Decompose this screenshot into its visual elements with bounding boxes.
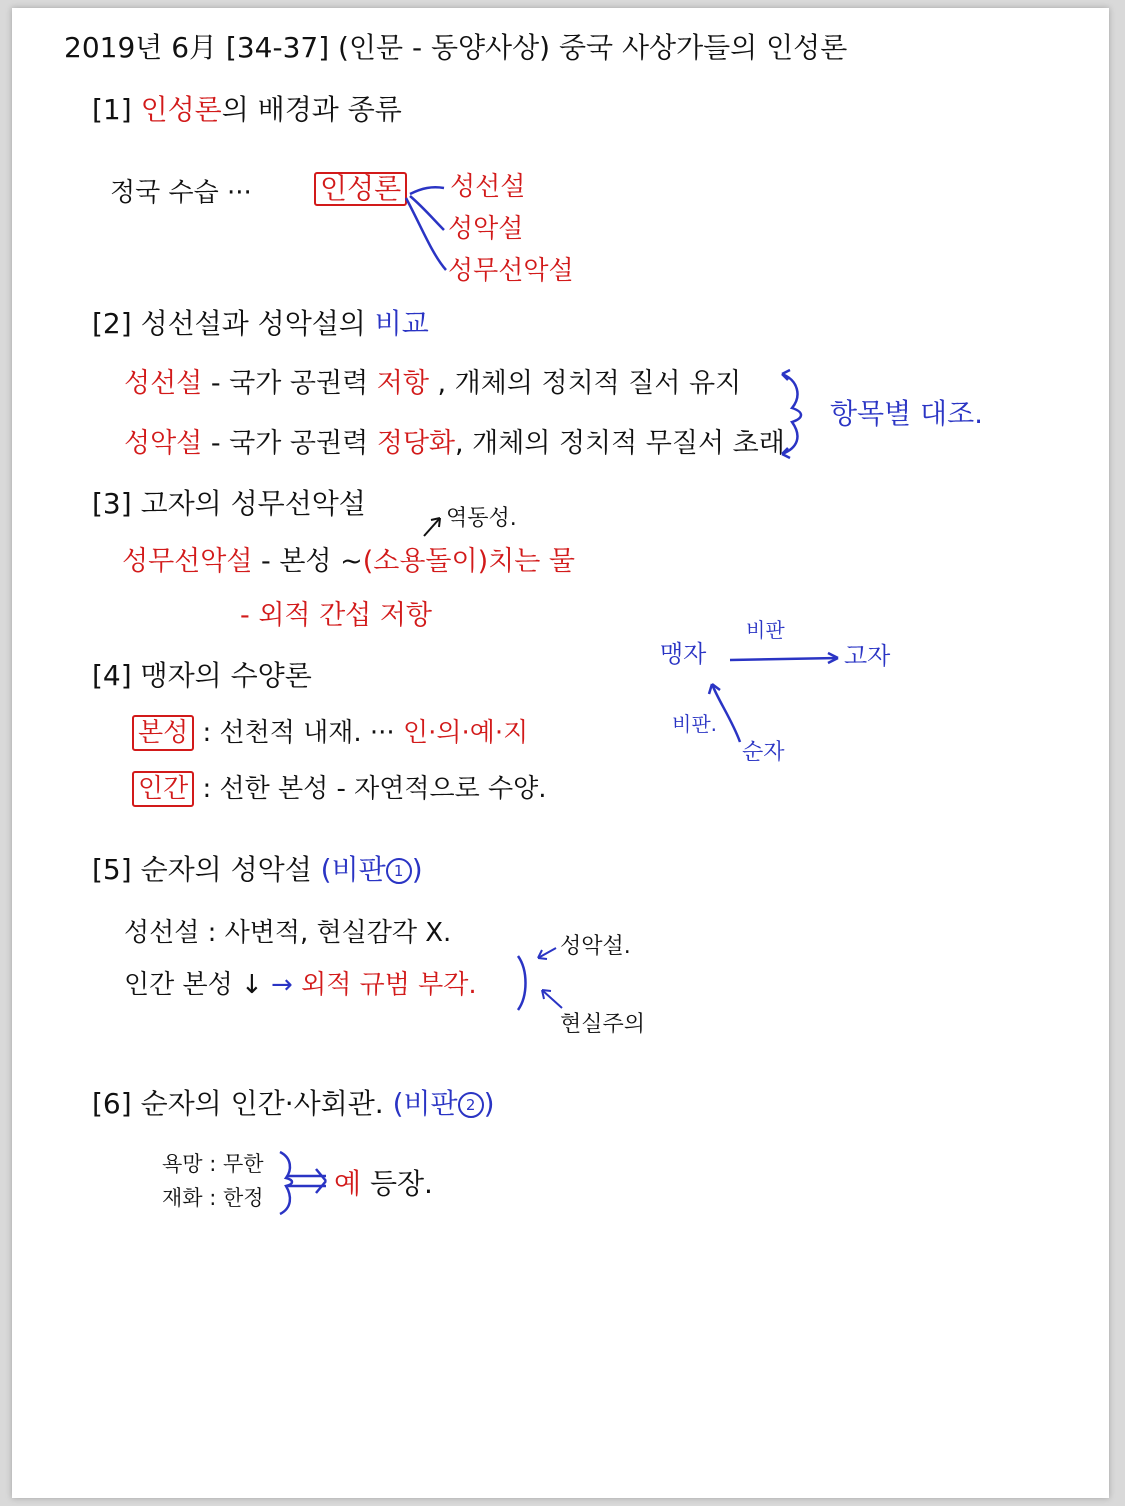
paren-icon: [518, 956, 526, 1010]
section-1-number: [1]: [92, 93, 132, 126]
row-2-keyword: 정당화: [376, 428, 455, 459]
external-interference-text: - 외적 간섭 저항: [240, 600, 432, 631]
side-note-contrast: 항목별 대조.: [830, 397, 984, 430]
diagram-gozi: 고자: [844, 642, 891, 670]
branch-seongak: 성악설: [448, 214, 524, 244]
note-realism: 현실주의: [560, 1012, 646, 1037]
box-ingan: 인간: [132, 771, 194, 807]
box-bonseong: 본성: [132, 715, 194, 751]
xunzi-line-2-prefix: 인간 본성 ↓: [124, 970, 272, 1000]
diagram-xunzi: 순자: [742, 740, 785, 765]
diagram-critique-left: 비판.: [672, 712, 717, 736]
section-1-keyword: 인성론: [140, 93, 222, 126]
nature-line-mid: : 선천적 내재. ···: [194, 718, 403, 748]
line-mid: - 본성 ~: [252, 546, 363, 577]
row-1-mid: - 국가 공권력: [202, 368, 377, 399]
branch-seongmuseonak: 성무선악설: [448, 256, 574, 286]
note-seongak: 성악설.: [560, 934, 631, 959]
annotation-strokes: [12, 8, 1109, 1498]
row-2-term: 성악설: [124, 428, 203, 459]
notebook-page: [12, 8, 1109, 1498]
section-6-critique: (비판: [392, 1087, 458, 1120]
section-6-heading-text: [6] 순자의 인간·사회관.: [92, 1087, 393, 1120]
critique-number-1: 1: [386, 858, 412, 884]
page-title: 2019년 6月 [34-37] (인문 - 동양사상) 중국 사상가들의 인성론: [64, 31, 848, 64]
row-1-term: 성선설: [124, 368, 203, 399]
row-1-keyword: 저항: [376, 368, 429, 399]
arrow-branch-3: [406, 198, 446, 270]
row-1-end: , 개체의 정치적 질서 유지: [428, 368, 742, 399]
human-line-text: : 선한 본성 - 자연적으로 수양.: [194, 774, 547, 804]
section-5-heading-text: [5] 순자의 성악설: [92, 853, 321, 886]
section-5-close: ): [411, 853, 423, 886]
diagram-mengzi: 맹자: [660, 640, 707, 668]
goods-line: 재화 : 한정: [162, 1186, 264, 1210]
line-paren: (소용돌이): [362, 546, 489, 577]
section-2-keyword: 비교: [374, 307, 429, 340]
line-end: 치는 물: [488, 546, 575, 577]
section-6-close: ): [483, 1087, 495, 1120]
section-5-critique: (비판: [320, 853, 386, 886]
row-2-end: , 개체의 정치적 무질서 초래: [454, 428, 785, 459]
desire-line: 욕망 : 무한: [162, 1152, 264, 1176]
section-3-heading: [3] 고자의 성무선악설: [92, 487, 366, 520]
xunzi-line-1: 성선설 : 사변적, 현실감각 X.: [124, 918, 452, 948]
brace-icon-2: [280, 1152, 292, 1214]
brace-icon: [782, 374, 801, 454]
ritual-emergence-text: 등장.: [361, 1167, 433, 1200]
section-2-heading-text: [2] 성선설과 성악설의: [92, 307, 375, 340]
arrow-xunzi-mengzi: [712, 684, 740, 742]
external-norm: 외적 규범 부각.: [292, 970, 477, 1000]
arrow-right-icon: →: [271, 970, 293, 1000]
section-1-heading-rest: 의 배경과 종류: [221, 93, 402, 126]
diagram-critique-top: 비판: [746, 618, 785, 642]
line-term: 성무선악설: [122, 546, 253, 577]
critique-number-2: 2: [458, 1092, 484, 1118]
ritual-keyword: 예: [334, 1167, 362, 1200]
arrow-mengzi-gozi: [730, 658, 838, 660]
section-4-heading: [4] 맹자의 수양론: [92, 659, 312, 692]
boxed-insungron: 인성론: [314, 172, 407, 206]
arrow-branch-1: [410, 187, 444, 194]
virtues: 인·의·예·지: [402, 718, 529, 748]
double-arrow-icon: [288, 1176, 326, 1186]
row-2-mid: - 국가 공권력: [202, 428, 377, 459]
branch-seongseon: 성선설: [450, 172, 526, 202]
section-1-context: 정국 수습 ···: [110, 178, 252, 208]
arrow-to-realism: [542, 990, 562, 1008]
note-dynamism: 역동성.: [446, 506, 517, 531]
